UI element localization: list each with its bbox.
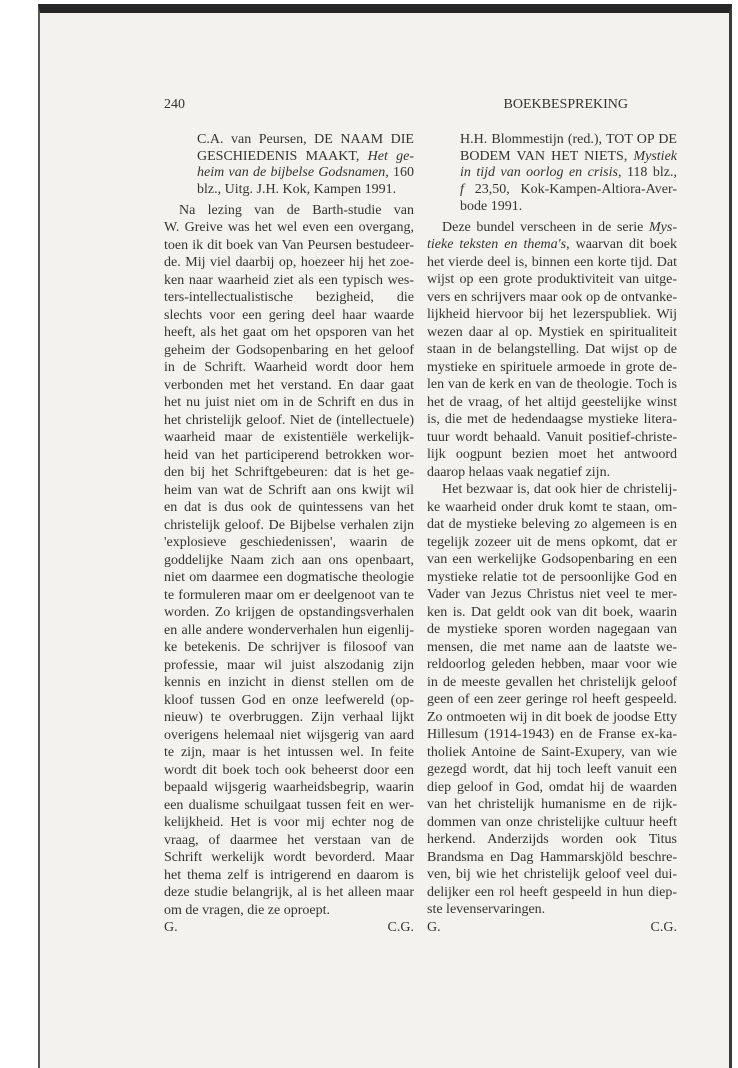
text-segment: Brandsma en Dag Hammarskjöld beschre- [427,849,677,865]
text-segment: te zijn, maar is het intussen wel. In feite [164,745,414,761]
text-line [197,165,414,182]
text-line [164,569,414,587]
text-line [164,447,414,465]
text-segment: en dat is dus ook de quintessens van het [164,500,414,516]
text-line [427,586,677,604]
text-segment: Hillesum (1914-1943) en de Franse ex-ka- [427,727,677,743]
text-line [164,867,414,885]
text-segment: geen of een zeer geringe rol heeft gespeeld. [427,692,677,708]
text-line [427,481,677,499]
text-segment: nieuw) te overbruggen. Zijn verhaal lijkt [164,710,414,726]
text-line [164,202,414,220]
review-column-right [427,132,677,936]
text-line [164,499,414,517]
text-line [164,517,414,535]
text-line [427,271,677,289]
paragraph [164,202,414,920]
text-segment: overigens helemaal niet wijsgerig van aard [164,727,414,743]
text-segment: Na lezing van de Barth-studie van [179,202,414,218]
text-line [427,621,677,639]
text-line [460,182,677,199]
text-segment: kennis en inzicht in dienst stellen om de [164,675,414,691]
italic-text: tieke teksten en thema's [427,237,567,253]
text-line [427,499,677,517]
text-line [427,674,677,692]
text-segment: heid van het participerend betrokken wor- [164,447,414,463]
text-segment: de mystieke sporen worden nagegaan van [427,622,677,638]
text-line [427,359,677,377]
text-segment: het vierde deel is, binnen een korte tijd. Dat [427,254,677,270]
italic-text: heim van de bijbelse Godsnamen [197,165,386,181]
text-segment: en alle andere wonderverhalen hun eigenlij- [164,622,414,638]
text-line [427,376,677,394]
book-citation [164,132,414,199]
text-segment: kloof tussen God en onze leefwereld (op- [164,692,414,708]
text-line [427,884,677,902]
text-segment: Vader van Jezus Christus niet veel te mer- [427,587,677,603]
text-segment: te formuleren maar om er deelgenoot van te [164,587,414,603]
text-line [164,412,414,430]
text-segment: heeft, als het gaat om het opsporen van het [164,325,414,341]
text-segment: ken naar waarheid ziet als een typisch wes- [164,272,414,288]
text-segment: tholiek Antoine de Saint-Exupery, van wie [427,744,677,760]
text-line [164,797,414,815]
text-line [427,551,677,569]
text-segment: is, die met de hedendaagse mystieke litera- [427,412,677,428]
italic-text: Het ge- [367,148,415,164]
text-line [427,639,677,657]
text-line [164,622,414,640]
text-segment: tuur wordt behaald. Vanuit positief-christe- [427,429,677,445]
text-segment: goddelijke Naam zich aan ons openbaart, [164,552,414,568]
text-line [164,289,414,307]
text-segment: waarheid maar de existentiële werkelijk- [164,430,414,446]
text-line [427,744,677,762]
text-segment: ven, bij wie het christelijk geloof veel dui- [427,867,677,883]
text-line [197,182,414,199]
text-line [164,307,414,325]
text-segment: slechts voor een gering deel haar waarde [164,307,414,323]
text-segment: Deze bundel verscheen in de serie [442,219,649,235]
text-segment: blz., Uitg. J.H. Kok, Kampen 1991. [197,182,397,198]
text-segment: len van de kerk en van de theologie. Toch is [427,377,677,393]
text-segment: daarop helaas vaak negatief zijn. [427,464,611,480]
text-segment: mensen, die met name aan de laatste we- [427,639,677,655]
text-line [164,377,414,395]
text-line [427,709,677,727]
text-line [164,884,414,902]
review-column-left [164,132,414,937]
text-line [197,149,414,166]
text-segment: H.H. Blommestijn (red.), TOT OP DE [460,132,677,147]
text-line [164,324,414,342]
text-segment: toen ik dit boek van Van Peursen bestudeer- [164,237,414,253]
text-line [427,324,677,342]
text-segment: het nu juist niet om in de Schrift en dus in [164,395,414,411]
text-line [164,219,414,237]
text-line [164,762,414,780]
text-line [427,516,677,534]
italic-text: in tijd van oorlog en crisis [460,165,618,181]
text-line [164,744,414,762]
text-line [164,587,414,605]
text-segment: wezen daar al op. Mystiek en spiritualiteit [427,324,677,340]
text-segment: mystieke en spirituele armoede in grote de- [427,359,677,375]
text-segment: mystieke relatie tot de persoonlijke God en [427,569,677,585]
review-body [164,202,414,920]
signature-initial: G. [427,919,441,935]
text-line [460,199,677,216]
text-segment: W. Greive was het wel even een overgang, [164,220,414,236]
text-line [427,901,677,919]
text-line [164,832,414,850]
text-segment: lijkheid hiervoor bij het lezerspubliek. Wij [427,307,677,323]
text-segment: worden. Zo krijgen de opstandingsverhalen [164,605,414,621]
text-line [164,902,414,920]
text-segment: het thema zelf is intrigerend en daarom is [164,867,414,883]
text-line [164,394,414,412]
text-segment: , 118 blz., [617,165,677,181]
text-line [427,429,677,447]
text-line [427,236,677,254]
paragraph [427,481,677,919]
signature-author: C.G. [650,919,677,935]
text-segment: , 160 [385,165,415,181]
text-segment: gezegd wordt, dat hij toch leeft vanuit een [427,762,677,778]
text-segment: ke waarheid onder druk komt te staan, om- [427,499,677,515]
text-segment: heim van wat de Schrift aan ons kwijt wil [164,482,414,498]
text-segment: dommen van onze christelijke cultuur heeft [427,814,677,830]
text-line [164,814,414,832]
text-line [427,341,677,359]
text-line [427,464,677,482]
text-line [427,446,677,464]
signature [427,919,677,937]
text-segment: herkend. Anderzijds worden ook Titus [427,832,677,848]
text-line [427,761,677,779]
text-segment: ters-intellectualistische bezigheid, die [164,290,414,306]
review-body [427,219,677,919]
text-line [164,779,414,797]
text-segment: ke betekenis. De schrijver is filosoof van [164,640,414,656]
text-segment: van een werkelijke Godsopenbaring en een [427,552,677,568]
text-line [427,814,677,832]
text-line [427,726,677,744]
text-line [164,657,414,675]
text-segment: niet om daarmee een dogmatische theologie [164,570,414,586]
text-line [164,237,414,255]
text-line [460,132,677,149]
text-line [164,709,414,727]
text-line [427,534,677,552]
text-segment: dat de mystieke beleving zo algemeen is en [427,517,677,533]
paragraph [427,219,677,482]
text-line [427,411,677,429]
text-segment: de. Mij viel daarbij op, hoezeer hij het zoe- [164,255,414,271]
text-line [164,552,414,570]
text-line [427,394,677,412]
text-segment: BODEM VAN HET NIETS, [460,148,634,164]
text-segment: professie, maar wil juist alszodanig zijn [164,657,414,673]
text-segment: Schrift werkelijk wordt bevorderd. Maar [164,850,414,866]
signature-author: C.G. [387,920,414,936]
text-line [164,727,414,745]
italic-text: Mys- [649,219,677,235]
page-number: 240 [164,97,185,112]
text-segment: wordt dit boek toch ook beheerst door een [164,762,414,778]
text-line [427,691,677,709]
text-line [164,639,414,657]
text-segment: reldoorlog geleden hebben, maar voor wie [427,657,677,673]
text-segment: het christelijk geloof. Niet de (intellectuele) [164,412,414,428]
text-segment: staan in de belangstelling. Dat wijst op de [427,342,677,358]
text-segment: GESCHIEDENIS MAAKT, [197,148,368,164]
text-line [427,796,677,814]
text-segment: wijst op een grote produktiviteit van uitge- [427,272,677,288]
text-segment: Het bezwaar is, dat ook hier de christelij- [442,482,677,498]
text-segment: kelijkheid. Het is voor mij echter nog de [164,815,414,831]
text-segment: den bij het Schriftgebeuren: dat is het ge- [164,465,414,481]
text-segment: christelijk geloof. De Bijbelse verhalen zijn [164,517,414,533]
text-segment: het de vraag, of het altijd geestelijke winst [427,394,677,410]
text-segment: ste levenservaringen. [427,902,546,918]
text-segment: Zo ontmoeten wij in dit boek de joodse Etty [427,709,677,725]
text-line [427,306,677,324]
italic-text: f [460,182,464,198]
text-line [164,342,414,360]
text-line [164,674,414,692]
text-line [427,831,677,849]
text-segment: vers en schrijvers maar ook op de ontvanke- [427,289,677,305]
text-segment: vraag, of daarmee het verstaan van de [164,832,414,848]
text-line [197,132,414,149]
text-segment: in de meeste gevallen het christelijk geloof [427,674,677,690]
text-line [427,849,677,867]
text-segment: verbonden met het verstand. En daar gaat [164,377,414,393]
text-segment: om de vragen, die ze oproept. [164,902,330,918]
text-segment: geheim der Godsopenbaring en het geloof [164,342,414,358]
text-segment: lijk oogpunt bezien moet het antwoord [427,447,677,463]
text-line [164,429,414,447]
text-line [460,149,677,166]
book-page [38,4,732,1068]
italic-text: Mystiek [633,148,677,164]
section-title: BOEKBESPREKING [503,97,628,112]
text-line [164,849,414,867]
book-citation [427,132,677,216]
text-segment: delijker een rol heeft gespeeld in hun diep- [427,884,677,900]
text-segment: 'explosieve geschiedenissen', waarin de [164,535,414,551]
signature-initial: G. [164,920,178,936]
text-line [427,219,677,237]
signature [164,919,414,937]
text-segment: tegelijk zozeer uit de mens opkomt, dat er [427,534,677,550]
text-line [164,482,414,500]
text-line [427,656,677,674]
text-line [164,359,414,377]
text-segment: C.A. van Peursen, DE NAAM DIE [197,132,414,147]
text-line [164,254,414,272]
text-line [427,604,677,622]
text-segment: diep geloof in God, omdat hij de waarden [427,779,677,795]
text-segment: bepaald wijsgerig waarheidsbegrip, waarin [164,780,414,796]
text-segment: 23,50, Kok-Kampen-Altiora-Aver- [463,182,677,198]
text-line [164,604,414,622]
text-line [427,569,677,587]
text-line [164,692,414,710]
text-line [427,866,677,884]
text-segment: bode 1991. [460,198,523,214]
text-segment: van het christelijk humanisme en de rijk- [427,797,677,813]
text-line [460,165,677,182]
text-segment: een dualisme schuilgaat tussen feit en wer- [164,797,414,813]
text-line [164,464,414,482]
text-segment: in de Schrift. Waarheid wordt door hem [164,360,414,376]
text-segment: deze studie belangrijk, al is het alleen maar [164,885,414,901]
text-line [427,254,677,272]
text-line [164,272,414,290]
text-line [427,779,677,797]
text-line [427,289,677,307]
text-segment: ken is. Dat geldt ook van dit boek, waarin [427,604,677,620]
text-line [164,534,414,552]
text-segment: , waarvan dit boek [566,237,677,253]
